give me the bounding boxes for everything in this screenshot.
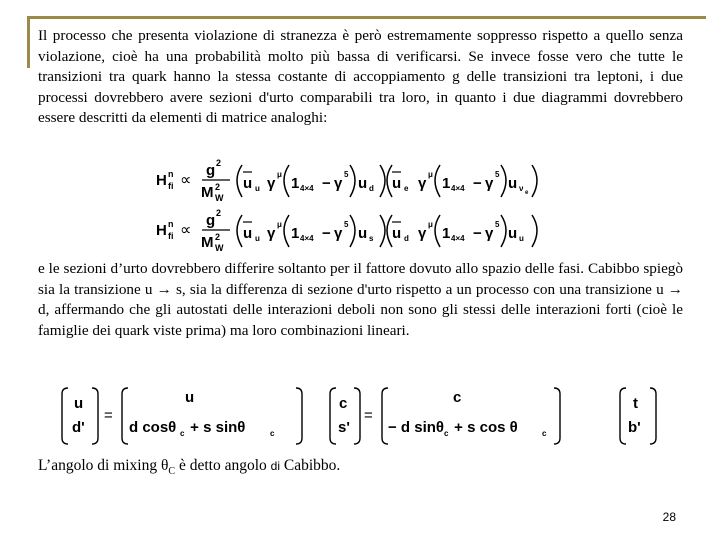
eq2-q1-sub: s xyxy=(369,234,374,243)
eq1-one-sub-2: 4×4 xyxy=(451,184,465,193)
v2-bottom: s' xyxy=(338,419,350,436)
eq1-one-sub: 4×4 xyxy=(300,184,314,193)
eq2-one-sub-2: 4×4 xyxy=(451,234,465,243)
eq2-one-2: 1 xyxy=(442,225,451,242)
paragraph-2: e le sezioni d’urto dovrebbero differire soltanto per il fattore dovuto allo spazio delle fasi. Cabibbo spiegò sia la transizione u → s, sia la differenza di sezione d'urto rispetto a un processo con una transizione u → d, affermando che gli autostati delle interazioni deboli non sono gli stessi delle interazioni forti (cioè le famiglie dei quark viste prima) ma loro combinazioni lineari. xyxy=(38,260,683,339)
p3-sub: C xyxy=(168,466,176,478)
eq2-g5-2: γ xyxy=(485,225,494,242)
eq2-g5: γ xyxy=(334,225,343,242)
eq2-ubar: u xyxy=(243,225,253,242)
page-number: 28 xyxy=(662,510,676,524)
r1-sub2: c xyxy=(270,429,275,438)
eq1-q2-sub: e xyxy=(404,184,409,193)
eq2-den: M xyxy=(201,234,214,251)
eq2-lhs-sup: n xyxy=(168,219,174,229)
r1-term2: + s sinθ xyxy=(186,419,246,436)
cabibbo-mixing-equations xyxy=(60,386,660,446)
eq1-minus-2: − xyxy=(473,175,482,192)
r2-top: c xyxy=(453,389,462,406)
eq1-prop: ∝ xyxy=(180,172,192,189)
eq2-one-sub: 4×4 xyxy=(300,234,314,243)
eq1-q2: u xyxy=(392,175,402,192)
eq1-g5: γ xyxy=(334,175,343,192)
p3-prefix: L’angolo di mixing θ xyxy=(38,457,169,474)
matrix-element-equation-1 xyxy=(150,155,550,205)
left-rule xyxy=(27,16,30,68)
eq1-q3-subsub: e xyxy=(525,190,529,196)
eq1-den-sub: W xyxy=(215,193,224,203)
matrix-element-equation-2 xyxy=(150,205,550,255)
eq2-minus: − xyxy=(322,225,331,242)
r1-term1: d cosθ xyxy=(129,419,177,436)
paragraph-1: Il processo che presenta violazione di stranezza è però estremamente soppresso rispetto a quello senza violazione, cioè ha una probabilità molto più bassa di verificarsi. Se invece fosse vero che tutte le transizioni tra quark hanno la stessa costante di accoppiamento g delle transizioni tra leptoni, i due processi dovrebbero avere sezioni d'urto comparabili tra loro, in quanto i due diagrammi dovrebbero essere descritti da elementi di matrice analoghi: xyxy=(38,27,683,126)
eq2-mu: μ xyxy=(277,220,282,229)
eq1-one: 1 xyxy=(291,175,300,192)
eq2-lhs-sub: fi xyxy=(168,231,174,241)
eq2-q3-sub: u xyxy=(519,234,524,243)
eq1-q1: u xyxy=(358,175,368,192)
eq1-ubar-sub: u xyxy=(255,184,260,193)
r1-sub1: c xyxy=(180,429,185,438)
eq1-g5-2: γ xyxy=(485,175,494,192)
eq2-gamma: γ xyxy=(267,225,276,242)
eq2-num-sup: 2 xyxy=(216,208,222,218)
eq2-five: 5 xyxy=(344,220,349,229)
eq1-lhs-sub: fi xyxy=(168,181,174,191)
eq1-five: 5 xyxy=(344,170,349,179)
eq1-lhs: H xyxy=(156,172,167,189)
v1-top: u xyxy=(74,395,84,412)
r2-sub2: c xyxy=(542,429,547,438)
eq1-num-sup: 2 xyxy=(216,158,222,168)
eq1-mu-2: μ xyxy=(428,170,433,179)
v3-top: t xyxy=(633,395,638,412)
eq2-prop: ∝ xyxy=(180,222,192,239)
eq1-one-2: 1 xyxy=(442,175,451,192)
eq2-lhs: H xyxy=(156,222,167,239)
eq1-mu: μ xyxy=(277,170,282,179)
p3-suffix: Cabibbo. xyxy=(280,457,341,474)
eq-sign-1: = xyxy=(104,407,113,424)
eq2-den-sub: W xyxy=(215,243,224,253)
eq2-one: 1 xyxy=(291,225,300,242)
r2-term2: + s cos θ xyxy=(450,419,518,436)
eq2-q3: u xyxy=(508,225,518,242)
eq1-num: g xyxy=(206,162,216,179)
eq1-den: M xyxy=(201,184,214,201)
p3-di: di xyxy=(270,459,280,473)
v1-bottom: d' xyxy=(72,419,85,436)
top-rule xyxy=(27,16,706,19)
eq2-q2: u xyxy=(392,225,402,242)
p3-mid: è detto angolo xyxy=(175,457,271,474)
eq1-q3-sub: ν xyxy=(519,184,524,193)
eq2-ubar-sub: u xyxy=(255,234,260,243)
eq-sign-2: = xyxy=(364,407,373,424)
eq2-num: g xyxy=(206,212,216,229)
eq1-den-sup: 2 xyxy=(215,182,221,192)
r2-term1: − d sinθ xyxy=(388,419,445,436)
eq2-five-2: 5 xyxy=(495,220,500,229)
eq2-gamma-2: γ xyxy=(418,225,427,242)
eq1-gamma: γ xyxy=(267,175,276,192)
eq2-q1: u xyxy=(358,225,368,242)
r1-top: u xyxy=(185,389,195,406)
paragraph-3 xyxy=(38,457,340,477)
eq2-minus-2: − xyxy=(473,225,482,242)
v3-bottom: b' xyxy=(628,419,641,436)
eq2-den-sup: 2 xyxy=(215,232,221,242)
eq1-q1-sub: d xyxy=(369,184,374,193)
eq1-ubar: u xyxy=(243,175,253,192)
eq2-q2-sub: d xyxy=(404,234,409,243)
eq1-five-2: 5 xyxy=(495,170,500,179)
eq1-lhs-sup: n xyxy=(168,169,174,179)
eq1-minus: − xyxy=(322,175,331,192)
eq1-gamma-2: γ xyxy=(418,175,427,192)
v2-top: c xyxy=(339,395,348,412)
eq2-mu-2: μ xyxy=(428,220,433,229)
r2-sub1: c xyxy=(444,429,449,438)
eq1-q3: u xyxy=(508,175,518,192)
